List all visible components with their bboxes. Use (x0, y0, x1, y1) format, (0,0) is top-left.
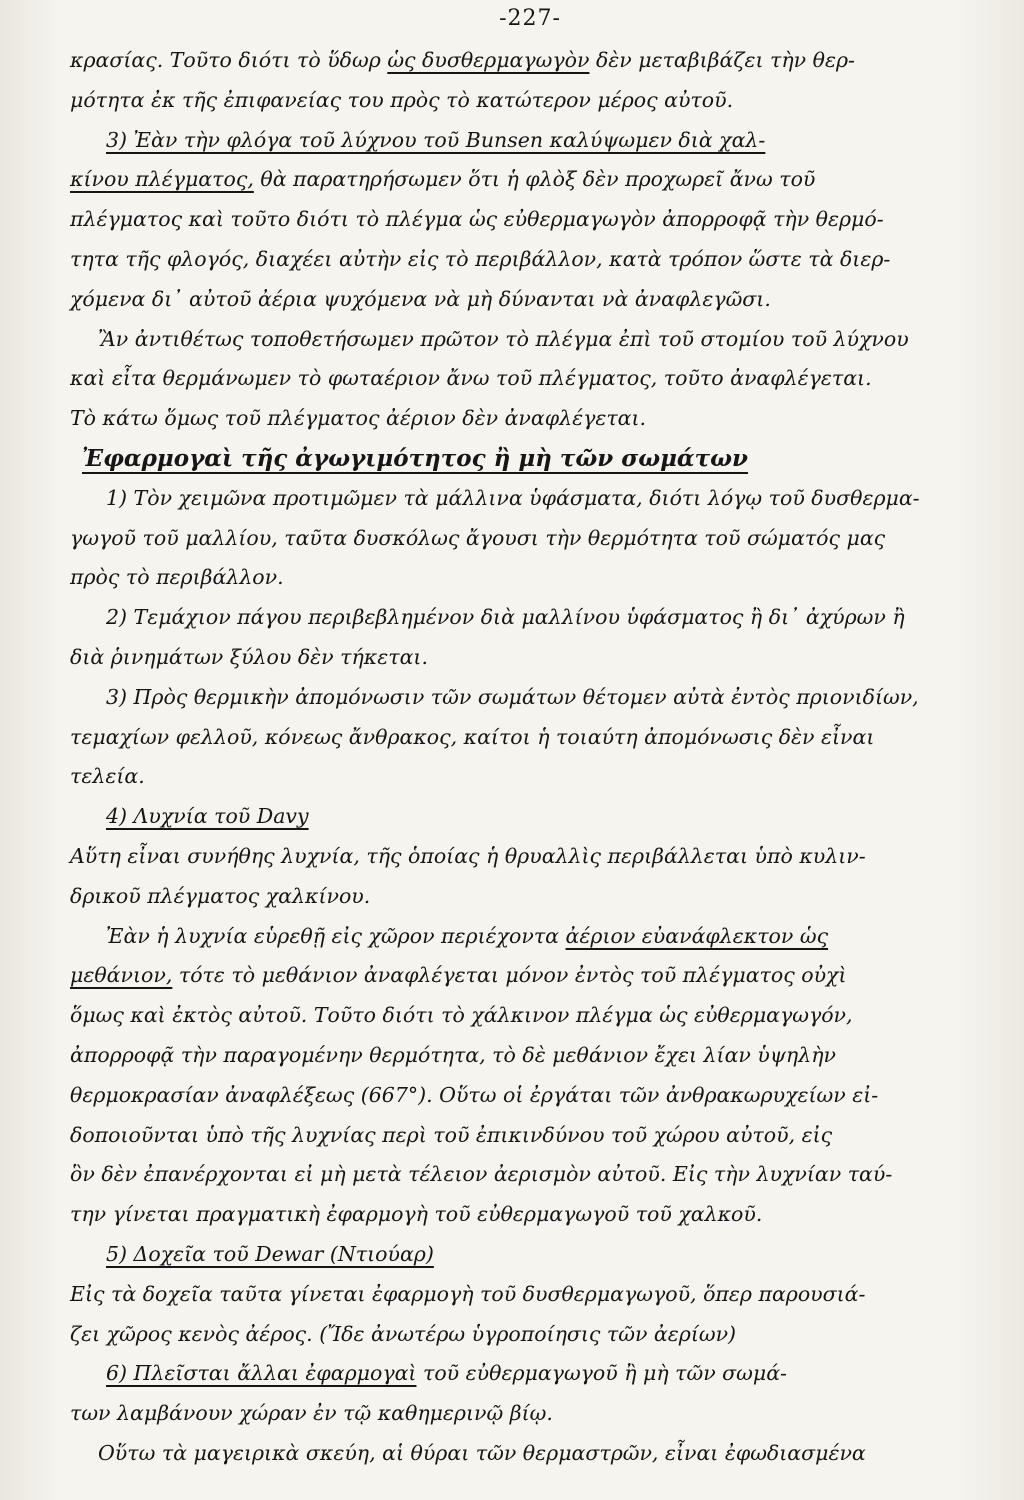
line-text: τότε τὸ μεθάνιον ἀναφλέγεται μόνον ἐντὸς τοῦ πλέγματος οὐχὶ (172, 963, 847, 988)
underlined-term: ὡς δυσθερμαγωγὸν (387, 48, 590, 72)
line-text: τοῦ εὐθερμαγωγοῦ ἢ μὴ τῶν σωμά- (416, 1361, 787, 1386)
text-line (70, 121, 980, 161)
text-line (70, 917, 980, 957)
line-text: θερμοκρασίαν ἀναφλέξεως (667°). Οὕτω οἱ ἐργάται τῶν ἀνθρακωρυχείων εἰ- (70, 1082, 879, 1107)
line-text: ζει χῶρος κενὸς ἀέρος. (Ἴδε ἀνωτέρω ὑγροποίησις τῶν ἀερίων) (70, 1321, 737, 1346)
line-text: διὰ ῥινημάτων ξύλου δὲν τήκεται. (70, 644, 428, 669)
text-line (70, 1235, 980, 1275)
underlined-term: 6) Πλεῖσται ἄλλαι ἐφαρμογαὶ (106, 1361, 417, 1386)
line-text: Οὕτω τὰ μαγειρικὰ σκεύη, αἱ θύραι τῶν θερμαστρῶν, εἶναι ἐφωδιασμένα (98, 1440, 866, 1465)
line-text: μότητα ἐκ τῆς ἐπιφανείας του πρὸς τὸ κατώτερον μέρος αὐτοῦ. (70, 87, 734, 112)
line-text: Τὸ κάτω ὅμως τοῦ πλέγματος ἀέριον δὲν ἀναφλέγεται. (70, 406, 647, 431)
line-text: τελεία. (70, 764, 145, 789)
text-line (70, 837, 980, 877)
line-text: τητα τῆς φλογός, διαχέει αὐτὴν εἰς τὸ περιβάλλον, κατὰ τρόπον ὥστε τὰ διερ- (70, 246, 891, 271)
text-line (70, 1315, 980, 1355)
text-line (70, 1275, 980, 1315)
line-text: των λαμβάνουν χώραν ἐν τῷ καθημερινῷ βίῳ. (70, 1401, 553, 1426)
text-line (70, 1036, 980, 1076)
line-text: χόμενα δι᾽ αὐτοῦ ἀέρια ψυχόμενα νὰ μὴ δύνανται νὰ ἀναφλεγῶσι. (70, 286, 771, 311)
line-text: Αὕτη εἶναι συνήθης λυχνία, τῆς ὁποίας ἡ θρυαλλὶς περιβάλλεται ὑπὸ κυλιν- (70, 843, 866, 868)
text-line (70, 1076, 980, 1116)
line-text: κρασίας. Τοῦτο διότι τὸ ὕδωρ (70, 48, 388, 72)
text-line (70, 797, 980, 837)
text-line (70, 1155, 980, 1195)
line-text: γωγοῦ τοῦ μαλλίου, ταῦτα δυσκόλως ἄγουσι τὴν θερμότητα τοῦ σώματός μας (70, 525, 886, 550)
text-line (70, 519, 980, 559)
line-text: δὲν μεταβιβάζει τὴν θερ- (589, 48, 855, 72)
underlined-term: ἀέριον εὐανάφλεκτον ὡς (565, 923, 829, 948)
text-line (70, 558, 980, 598)
line-text: 1) Τὸν χειμῶνα προτιμῶμεν τὰ μάλλινα ὑφάσματα, διότι λόγῳ τοῦ δυσθερμα- (106, 485, 920, 510)
line-text: 3) Πρὸς θερμικὴν ἀπομόνωσιν τῶν σωμάτων θέτομεν αὐτὰ ἐντὸς πριονιδίων, (106, 684, 919, 709)
underlined-term: 3) Ἐὰν τὴν φλόγα τοῦ λύχνου τοῦ Bunsen καλύψωμεν διὰ χαλ- (106, 127, 766, 152)
text-line (70, 320, 980, 360)
text-line (70, 1354, 980, 1394)
line-text: καὶ εἶτα θερμάνωμεν τὸ φωταέριον ἄνω τοῦ πλέγματος, τοῦτο ἀναφλέγεται. (70, 366, 872, 391)
line-text: ὃν δὲν ἐπανέρχονται εἰ μὴ μετὰ τέλειον ἀερισμὸν αὐτοῦ. Εἰς τὴν λυχνίαν ταύ- (70, 1162, 893, 1187)
underlined-term: μεθάνιον, (70, 963, 173, 988)
line-text: δοποιοῦνται ὑπὸ τῆς λυχνίας περὶ τοῦ ἐπικινδύνου τοῦ χώρου αὐτοῦ, εἰς (70, 1122, 833, 1147)
line-text: Ἐὰν ἡ λυχνία εὑρεθῇ εἰς χῶρον περιέχοντα (106, 923, 566, 948)
text-line (70, 479, 980, 519)
line-text: δρικοῦ πλέγματος χαλκίνου. (70, 883, 371, 908)
line-text: ὅμως καὶ ἐκτὸς αὐτοῦ. Τοῦτο διότι τὸ χάλκινον πλέγμα ὡς εὐθερμαγωγόν, (70, 1003, 853, 1028)
line-text: 2) Τεμάχιον πάγου περιβεβλημένον διὰ μαλλίνου ὑφάσματος ἢ δι᾽ ἀχύρων ἢ (106, 605, 905, 630)
text-line (70, 956, 980, 996)
line-text: Ἂν ἀντιθέτως τοποθετήσωμεν πρῶτον τὸ πλέγμα ἐπὶ τοῦ στομίου τοῦ λύχνου (98, 326, 909, 351)
section-heading-text: Ἐφαρμογαὶ τῆς ἀγωγιμότητος ἢ μὴ τῶν σωμάτων (82, 444, 748, 472)
text-line (70, 200, 980, 240)
text-line (70, 757, 980, 797)
line-text: τεμαχίων φελλοῦ, κόνεως ἄνθρακος, καίτοι ἡ τοιαύτη ἀπομόνωσις δὲν εἶναι (70, 724, 875, 749)
text-line (70, 1195, 980, 1235)
text-line (70, 638, 980, 678)
text-line (70, 81, 980, 121)
line-text: ἀπορροφᾷ τὴν παραγομένην θερμότητα, τὸ δὲ μεθάνιον ἔχει λίαν ὑψηλὴν (70, 1042, 836, 1067)
line-text: πρὸς τὸ περιβάλλον. (70, 565, 284, 590)
page-number: -227- (499, 6, 561, 31)
underlined-term: 5) Δοχεῖα τοῦ Dewar (Ντιούαρ) (106, 1241, 434, 1266)
text-line (70, 399, 980, 439)
section-heading (70, 439, 980, 479)
underlined-term: 4) Λυχνία τοῦ Davy (106, 804, 309, 829)
text-line (70, 678, 980, 718)
text-line (70, 359, 980, 399)
text-line (70, 718, 980, 758)
text-line (70, 1116, 980, 1156)
text-line (70, 996, 980, 1036)
line-text: Εἰς τὰ δοχεῖα ταῦτα γίνεται ἐφαρμογὴ τοῦ δυσθερμαγωγοῦ, ὅπερ παρουσιά- (70, 1281, 866, 1306)
line-text: την γίνεται πραγματικὴ ἐφαρμογὴ τοῦ εὐθερμαγωγοῦ τοῦ χαλκοῦ. (70, 1202, 763, 1227)
text-line (70, 240, 980, 280)
text-line (70, 1434, 980, 1474)
text-line (70, 598, 980, 638)
text-line (70, 1394, 980, 1434)
line-text: θὰ παρατηρήσωμεν ὅτι ἡ φλὸξ δὲν προχωρεῖ ἄνω τοῦ (253, 167, 816, 192)
text-line (70, 160, 980, 200)
underlined-term: κίνου πλέγματος, (70, 167, 254, 192)
text-line (70, 280, 980, 320)
line-text: πλέγματος καὶ τοῦτο διότι τὸ πλέγμα ὡς εὐθερμαγωγὸν ἀπορροφᾷ τὴν θερμό- (70, 207, 884, 232)
text-line (70, 41, 980, 81)
text-line (70, 877, 980, 917)
